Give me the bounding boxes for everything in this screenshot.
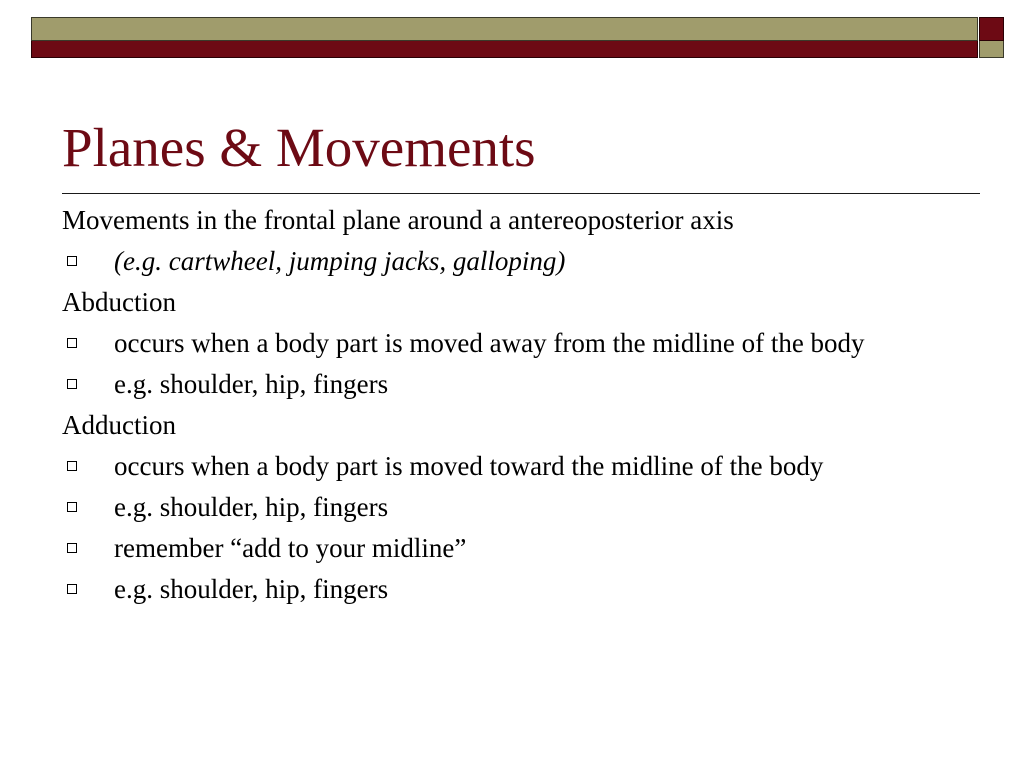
list-item-text: occurs when a body part is moved toward the midline of the body (114, 451, 824, 481)
hollow-square-bullet-icon (67, 584, 77, 594)
list-item (62, 245, 962, 277)
title-divider (62, 193, 980, 194)
list-item-text: e.g. shoulder, hip, fingers (114, 369, 389, 399)
slide-title: Planes & Movements (62, 117, 536, 178)
list-item-text: e.g. shoulder, hip, fingers (114, 574, 389, 604)
heading-text: Movements in the frontal plane around a antereoposterior axis (62, 205, 734, 235)
hollow-square-bullet-icon (67, 543, 77, 553)
heading-abduction (62, 286, 962, 318)
list-item (62, 450, 962, 482)
heading-text: Abduction (62, 287, 176, 317)
list-item-text: occurs when a body part is moved away from the midline of the body (114, 328, 865, 358)
hollow-square-bullet-icon (67, 338, 77, 348)
list-item-text: (e.g. cartwheel, jumping jacks, galloping) (114, 246, 566, 276)
hollow-square-bullet-icon (67, 256, 77, 266)
header-corner-maroon (979, 17, 1004, 41)
heading-frontal-plane (62, 204, 962, 236)
list-item (62, 368, 962, 400)
list-item (62, 573, 962, 605)
header-corner-olive (979, 41, 1004, 58)
list-item (62, 532, 962, 564)
header-band-maroon (31, 41, 978, 58)
slide-body (62, 204, 962, 614)
hollow-square-bullet-icon (67, 379, 77, 389)
hollow-square-bullet-icon (67, 502, 77, 512)
header-band-olive (31, 17, 978, 41)
list-item-text: remember “add to your midline” (114, 533, 467, 563)
heading-text: Adduction (62, 410, 176, 440)
hollow-square-bullet-icon (67, 461, 77, 471)
list-item (62, 327, 962, 359)
list-item (62, 491, 962, 523)
list-item-text: e.g. shoulder, hip, fingers (114, 492, 389, 522)
heading-adduction (62, 409, 962, 441)
